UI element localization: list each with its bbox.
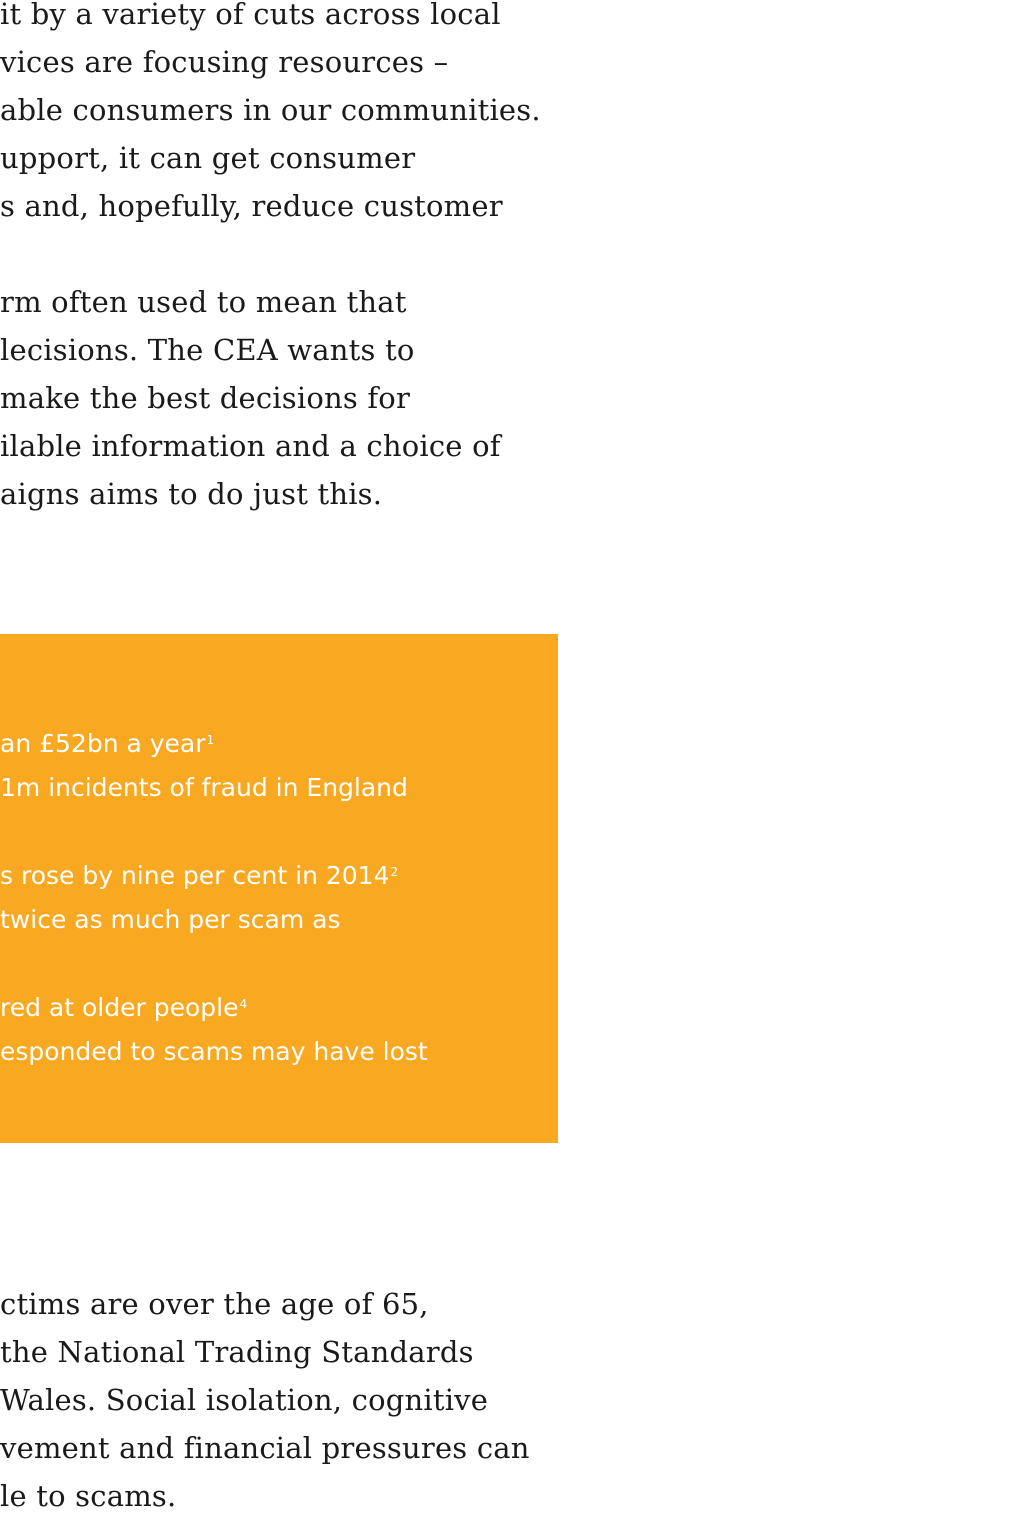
text-line: lecisions. The CEA wants to [0,333,415,367]
fact-text: red at older people [0,993,239,1022]
fact-line [0,990,247,1026]
footnote-ref: 1 [206,733,215,747]
text-line: the National Trading Standards [0,1335,474,1369]
fact-line [0,902,341,938]
fact-text: an £52bn a year [0,729,206,758]
scam-facts-box [0,634,558,1143]
text-line: aigns aims to do just this. [0,477,383,511]
fact-line [0,770,408,806]
fact-line [0,1034,428,1070]
text-line: rm often used to mean that [0,285,407,319]
text-line: able consumers in our communities. [0,93,541,127]
fact-line [0,858,398,894]
fact-text: twice as much per scam as [0,905,341,934]
text-line: ctims are over the age of 65, [0,1287,429,1321]
fact-line [0,726,214,762]
text-line: le to scams. [0,1479,177,1513]
text-line: ilable information and a choice of [0,429,501,463]
text-line: make the best decisions for [0,381,411,415]
footnote-ref: 4 [239,997,248,1011]
text-line: s and, hopefully, reduce customer [0,189,503,223]
footnote-ref: 2 [390,865,399,879]
fact-text: esponded to scams may have lost [0,1037,428,1066]
fact-text: s rose by nine per cent in 2014 [0,861,390,890]
text-line: it by a variety of cuts across local [0,0,501,31]
text-line: vement and financial pressures can [0,1431,530,1465]
text-line: Wales. Social isolation, cognitive [0,1383,489,1417]
text-line: upport, it can get consumer [0,141,416,175]
text-line: vices are focusing resources – [0,45,449,79]
fact-text: 1m incidents of fraud in England [0,773,408,802]
